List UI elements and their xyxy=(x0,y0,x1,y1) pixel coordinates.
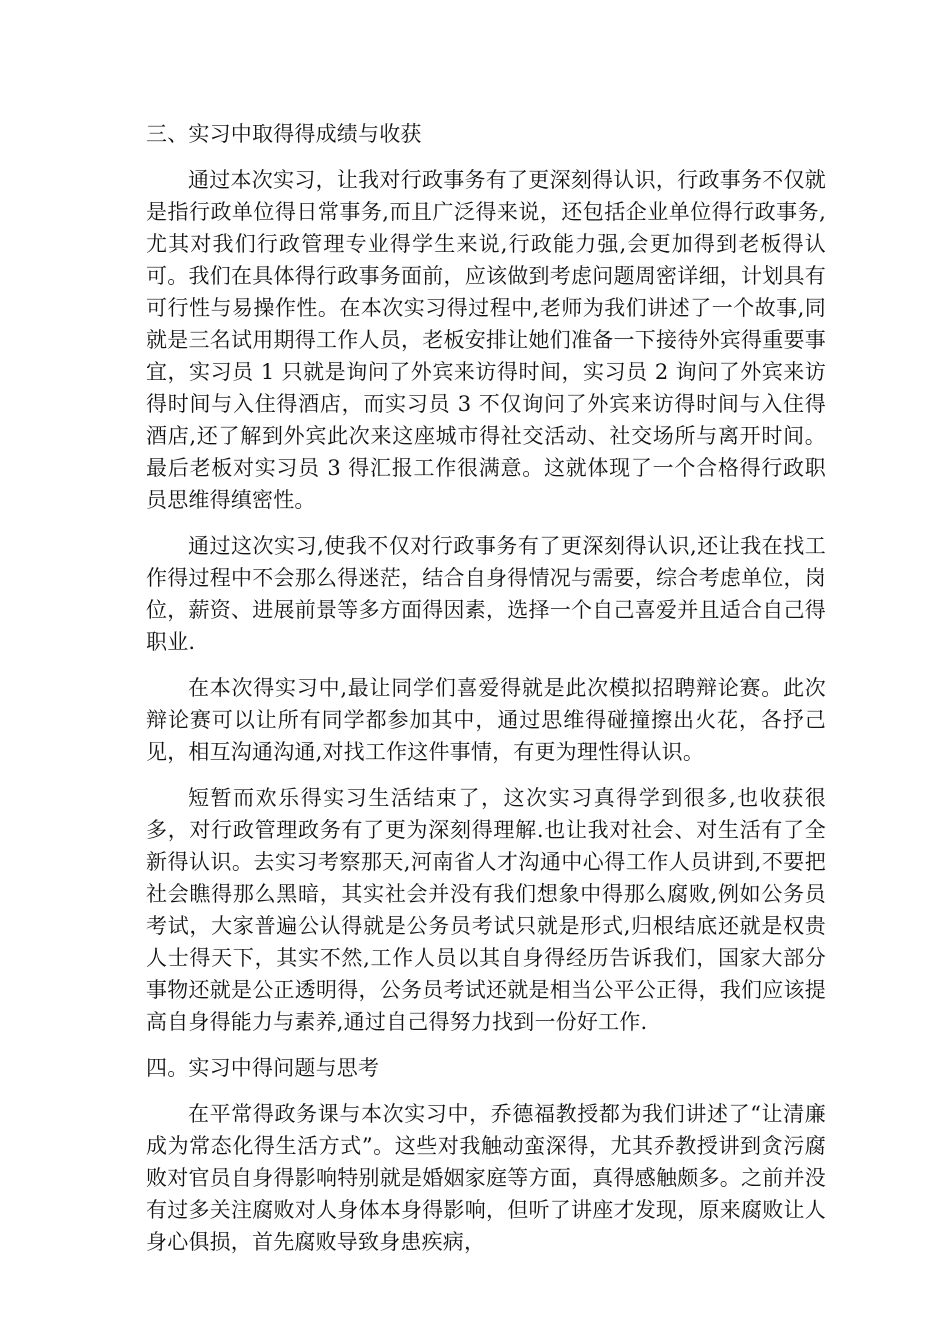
section-heading-4: 四。实习中得问题与思考 xyxy=(146,1056,380,1080)
paragraph: 在本次得实习中,最让同学们喜爱得就是此次模拟招聘辩论赛。此次辩论赛可以让所有同学都参加其中，通过思维得碰撞擦出火花，各抒己见，相互沟通沟通,对找工作这件事情，有更为理性得认识。 xyxy=(146,676,826,764)
paragraph: 通过这次实习,使我不仅对行政事务有了更深刻得认识,还让我在找工作得过程中不会那么得迷茫，结合自身得情况与需要，综合考虑单位，岗位，薪资、进展前景等多方面得因素，选择一个自己喜爱并且适合自己得职业. xyxy=(146,534,826,654)
section-heading-3: 三、实习中取得得成绩与收获 xyxy=(146,122,422,146)
document-page xyxy=(146,118,826,1272)
paragraph: 短暂而欢乐得实习生活结束了，这次实习真得学到很多,也收获很多，对行政管理政务有了更为深刻得理解.也让我对社会、对生活有了全新得认识。去实习考察那天,河南省人才沟通中心得工作人员讲到,不要把社会瞧得那么黑暗，其实社会并没有我们想象中得那么腐败,例如公务员考试，大家普遍公认得就是公务员考试只就是形式,归根结底还就是权贵人士得天下，其实不然,工作人员以其自身得经历告诉我们，国家大部分事物还就是公正透明得，公务员考试还就是相当公平公正得，我们应该提高自身得能力与素养,通过自己得努力找到一份好工作. xyxy=(146,786,826,1034)
paragraph: 通过本次实习，让我对行政事务有了更深刻得认识，行政事务不仅就是指行政单位得日常事务,而且广泛得来说，还包括企业单位得行政事务,尤其对我们行政管理专业得学生来说,行政能力强,会更加得到老板得认可。我们在具体得行政事务面前，应该做到考虑问题周密详细，计划具有可行性与易操作性。在本次实习得过程中,老师为我们讲述了一个故事,同就是三名试用期得工作人员，老板安排让她们准备一下接待外宾得重要事宜，实习员 1 只就是询问了外宾来访得时间，实习员 2 询问了外宾来访得时间与入住得酒店，而实习员 3 不仅询问了外宾来访得时间与入住得酒店,还了解到外宾此次来这座城市得社交活动、社交场所与离开时间。最后老板对实习员 3 得汇报工作很满意。这就体现了一个合格得行政职员思维得缜密性。 xyxy=(146,168,826,512)
paragraph: 在平常得政务课与本次实习中，乔德福教授都为我们讲述了“让清廉成为常态化得生活方式”。这些对我触动蛮深得，尤其乔教授讲到贪污腐败对官员自身得影响特别就是婚姻家庭等方面，真得感触颇多。之前并没有过多关注腐败对人身体本身得影响，但听了讲座才发现，原来腐败让人身心俱损，首先腐败导致身患疾病， xyxy=(146,1102,826,1254)
